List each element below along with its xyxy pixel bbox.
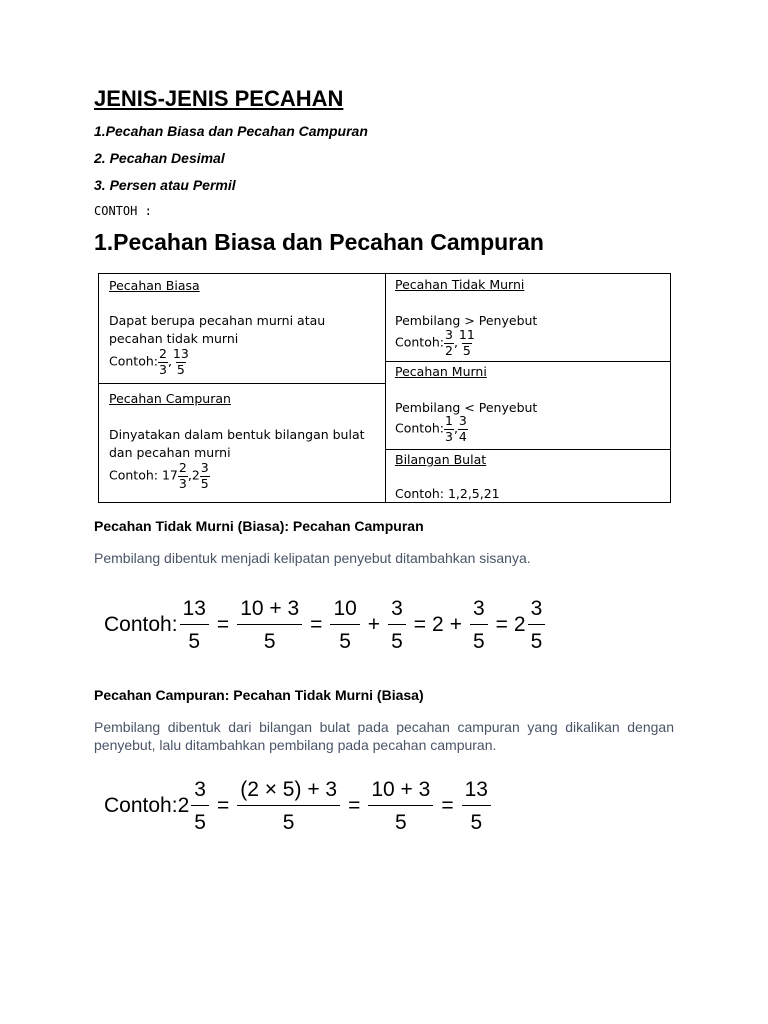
whole-number: 2 — [191, 467, 200, 483]
fraction: $\frac{3}{5}$ — [200, 460, 209, 491]
contoh-label: CONTOH : — [94, 204, 152, 218]
fraction: $\frac{13}{5}$ — [172, 346, 189, 377]
fraction: $\frac{(2 \times 5) + 3}{5}$ — [237, 779, 340, 833]
equals-sign: = — [310, 613, 323, 636]
cell-heading-tidak-murni: Pecahan Tidak Murni — [395, 277, 525, 292]
section-title: 1.Pecahan Biasa dan Pecahan Campuran — [94, 229, 544, 255]
equation — [104, 779, 493, 833]
fraction: $\frac{1}{3}$ — [444, 413, 453, 444]
fraction: $\frac{2}{3}$ — [178, 460, 187, 491]
cell-desc-biasa: Dapat berupa pecahan murni atau pecahan tidak murni — [109, 313, 326, 346]
fraction: $\frac{10}{5}$ — [330, 598, 359, 652]
fraction: $\frac{13}{5}$ — [180, 598, 209, 652]
equals-sign: = — [216, 794, 230, 817]
cell-example-tidak-murni: Contoh: $\frac{3}{2}$ , $\frac{11}{5}$ — [395, 327, 475, 358]
fraction: $\frac{10 + 3}{5}$ — [368, 779, 433, 833]
cell-example-biasa: Contoh: $\frac{2}{3}$ , $\frac{13}{5}$ — [109, 346, 189, 377]
cell-rule-tidak-murni: Pembilang > Penyebut — [395, 313, 538, 328]
cell-heading-murni: Pecahan Murni — [395, 364, 487, 379]
fraction: $\frac{3}{5}$ — [388, 598, 406, 652]
contoh-text: Contoh: — [395, 420, 444, 436]
contoh-text: Contoh: — [109, 353, 158, 369]
fraction: $\frac{11}{5}$ — [458, 327, 475, 358]
cell-heading-biasa: Pecahan Biasa — [109, 278, 200, 293]
table-divider — [99, 383, 386, 384]
table-divider — [385, 449, 671, 450]
fraction: $\frac{10 + 3}{5}$ — [237, 598, 302, 652]
fraction-types-table — [98, 273, 671, 503]
subsection-heading: Pecahan Tidak Murni (Biasa): Pecahan Campuran — [94, 518, 424, 534]
plus-sign: + — [449, 613, 462, 636]
equals-sign: = — [348, 794, 361, 817]
fraction: $\frac{3}{5}$ — [470, 598, 488, 652]
fraction: $\frac{3}{5}$ — [191, 779, 209, 833]
table-divider — [385, 274, 386, 502]
list-item: 1.Pecahan Biasa dan Pecahan Campuran — [94, 123, 368, 139]
fraction: $\frac{2}{3}$ — [158, 346, 167, 377]
whole-number: 2 — [177, 794, 190, 817]
cell-desc-campuran: Dinyatakan dalam bentuk bilangan bulat dan pecahan murni — [109, 427, 365, 460]
fraction: $\frac{3}{4}$ — [458, 413, 467, 444]
cell-heading-campuran: Pecahan Campuran — [109, 391, 231, 406]
equals-sign: = — [413, 613, 427, 636]
equals-sign: = — [495, 613, 508, 636]
cell-example-campuran: Contoh: 17 $\frac{2}{3}$ ,2 $\frac{3}{5}$ — [109, 460, 209, 491]
cell-heading-bulat: Bilangan Bulat — [395, 452, 487, 467]
equals-sign: = — [216, 613, 230, 636]
document-title: JENIS-JENIS PECAHAN — [94, 86, 344, 111]
cell-example-murni: Contoh: $\frac{1}{3}$ , $\frac{3}{4}$ — [395, 413, 467, 444]
cell-example-bulat: Contoh: 1,2,5,21 — [395, 486, 500, 501]
subsection-heading: Pecahan Campuran: Pecahan Tidak Murni (Biasa) — [94, 687, 424, 703]
whole-number: 2 — [513, 613, 526, 636]
list-item: 2. Pecahan Desimal — [94, 150, 225, 166]
whole-number: 2 — [432, 613, 444, 636]
paragraph: Pembilang dibentuk menjadi kelipatan penyebut ditambahkan sisanya. — [94, 550, 531, 566]
table-divider — [385, 361, 671, 362]
equation-label: Contoh: — [104, 613, 178, 636]
list-item: 3. Persen atau Permil — [94, 177, 236, 193]
fraction: $\frac{3}{2}$ — [444, 327, 453, 358]
contoh-text: Contoh: — [395, 334, 444, 350]
contoh-text: Contoh: 17 — [109, 467, 178, 483]
fraction: 3 5 — [528, 598, 546, 652]
plus-sign: + — [367, 613, 381, 636]
equation — [104, 598, 547, 652]
equation-label: Contoh: — [104, 794, 178, 817]
equals-sign: = — [441, 794, 454, 817]
cell-rule-murni: Pembilang < Penyebut — [395, 400, 538, 415]
paragraph: Pembilang dibentuk dari bilangan bulat pada pecahan campuran yang dikalikan dengan penyebut, lalu ditambahkan pembilang pada pecahan campuran. — [94, 719, 674, 753]
fraction: $\frac{13}{5}$ — [462, 779, 491, 833]
